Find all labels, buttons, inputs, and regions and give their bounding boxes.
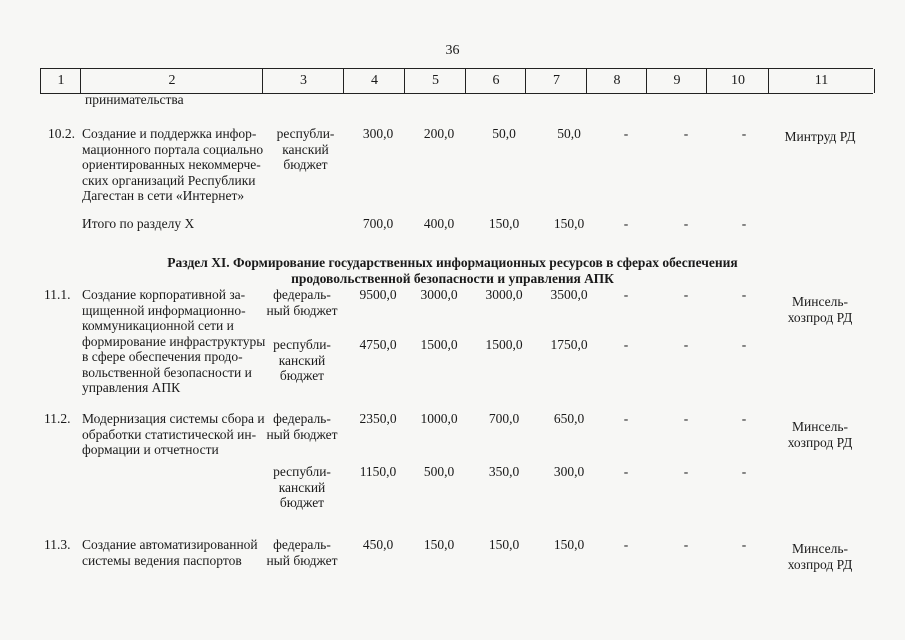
- column-header-3: 3: [262, 69, 344, 93]
- value-cell: 9500,0: [359, 287, 397, 302]
- row-number: 11.3.: [44, 537, 71, 552]
- executor: Минсель-: [792, 294, 848, 309]
- row-description: Модернизация системы сбора и: [82, 411, 265, 426]
- value-cell: 700,0: [488, 411, 520, 426]
- section-title: Раздел XI. Формирование государственных информационных ресурсов в сферах обеспечения: [167, 255, 738, 270]
- value-cell: 50,0: [557, 126, 581, 141]
- value-cell: 3500,0: [550, 287, 588, 302]
- value-cell: 1150,0: [359, 464, 397, 479]
- column-header-7: 7: [525, 69, 587, 93]
- row-description: Создание и поддержка инфор-: [82, 126, 257, 141]
- value-cell: -: [623, 216, 629, 231]
- column-header-4: 4: [343, 69, 405, 93]
- column-header-1: 1: [40, 69, 81, 93]
- value-cell: -: [741, 337, 747, 352]
- value-cell: -: [623, 411, 629, 426]
- column-header-9: 9: [646, 69, 707, 93]
- value-cell: 150,0: [488, 537, 520, 552]
- value-cell: 2350,0: [359, 411, 397, 426]
- row-description: обработки статистической ин-: [82, 426, 257, 442]
- executor: Минсель-: [792, 419, 848, 434]
- funding-source: республи-: [273, 464, 331, 479]
- value-cell: -: [623, 337, 629, 352]
- section-title: продовольственной безопасности и управления АПК: [291, 271, 614, 286]
- executor: хозпрод РД: [787, 556, 853, 572]
- row-description: щищенной информационно-: [82, 302, 246, 318]
- row-number: 11.2.: [44, 411, 71, 426]
- value-cell: -: [683, 537, 689, 552]
- value-cell: -: [683, 287, 689, 302]
- value-cell: -: [623, 287, 629, 302]
- value-cell: -: [683, 411, 689, 426]
- value-cell: 1750,0: [550, 337, 588, 352]
- row-description: Создание автоматизированной: [82, 537, 258, 552]
- row-description: формации и отчетности: [82, 442, 219, 457]
- value-cell: 150,0: [553, 216, 585, 231]
- value-cell: -: [683, 337, 689, 352]
- row-description: ских организаций Республики: [82, 172, 256, 188]
- value-cell: 400,0: [423, 216, 455, 231]
- value-cell: 350,0: [488, 464, 520, 479]
- value-cell: 1500,0: [420, 337, 458, 352]
- executor: хозпрод РД: [787, 309, 853, 325]
- carryover-text: принимательства: [85, 92, 184, 107]
- funding-source: федераль-: [273, 287, 331, 302]
- value-cell: 300,0: [553, 464, 585, 479]
- value-cell: -: [683, 216, 689, 231]
- value-cell: 650,0: [553, 411, 585, 426]
- funding-source: республи-: [273, 337, 331, 352]
- value-cell: 3000,0: [420, 287, 458, 302]
- value-cell: 1000,0: [420, 411, 458, 426]
- value-cell: 3000,0: [485, 287, 523, 302]
- funding-source: бюджет: [279, 368, 325, 383]
- funding-source: канский: [282, 141, 329, 157]
- value-cell: 150,0: [488, 216, 520, 231]
- value-cell: -: [623, 537, 629, 552]
- funding-source: бюджет: [283, 157, 328, 172]
- value-cell: -: [741, 216, 747, 231]
- value-cell: -: [741, 126, 747, 141]
- table-header-row: [40, 68, 873, 94]
- value-cell: -: [623, 126, 629, 141]
- row-description: в сфере обеспечения продо-: [82, 349, 243, 364]
- row-description: Создание корпоративной за-: [82, 287, 246, 302]
- funding-source: канский: [278, 479, 326, 495]
- row-description: коммуникационной сети и: [82, 318, 234, 333]
- funding-source: республи-: [276, 126, 335, 141]
- row-description: мационного портала социально: [82, 141, 264, 157]
- row-description: Дагестан в сети «Интернет»: [82, 188, 245, 203]
- column-header-10: 10: [706, 69, 769, 93]
- row-number: 10.2.: [48, 126, 75, 141]
- row-number: 11.1.: [44, 287, 71, 302]
- funding-source: федераль-: [273, 537, 331, 552]
- row-description: системы ведения паспортов: [82, 552, 242, 568]
- column-header-5: 5: [404, 69, 466, 93]
- row-description: вольственной безопасности и: [82, 364, 252, 380]
- value-cell: 150,0: [423, 537, 455, 552]
- executor: Минсель-: [792, 541, 848, 556]
- value-cell: 200,0: [423, 126, 455, 141]
- page-number: 36: [445, 43, 460, 58]
- funding-source: ный бюджет: [266, 302, 338, 318]
- value-cell: -: [623, 464, 629, 479]
- value-cell: 300,0: [362, 126, 394, 141]
- value-cell: 150,0: [553, 537, 585, 552]
- funding-source: ный бюджет: [266, 552, 338, 568]
- value-cell: -: [683, 126, 689, 141]
- value-cell: -: [741, 411, 747, 426]
- row-description: формирование инфраструктуры: [82, 333, 266, 349]
- funding-source: ный бюджет: [266, 426, 338, 442]
- value-cell: 500,0: [423, 464, 455, 479]
- value-cell: -: [683, 464, 689, 479]
- funding-source: федераль-: [273, 411, 331, 426]
- funding-source: канский: [278, 352, 326, 368]
- value-cell: -: [741, 537, 747, 552]
- value-cell: 700,0: [362, 216, 394, 231]
- value-cell: -: [741, 287, 747, 302]
- value-cell: 50,0: [492, 126, 516, 141]
- value-cell: 450,0: [362, 537, 394, 552]
- column-header-2: 2: [80, 69, 263, 93]
- value-cell: 4750,0: [359, 337, 397, 352]
- value-cell: -: [741, 464, 747, 479]
- row-description: управления АПК: [82, 380, 181, 395]
- section-total-label: Итого по разделу X: [82, 216, 195, 231]
- row-description: ориентированных некоммерче-: [82, 157, 261, 172]
- funding-source: бюджет: [279, 495, 325, 510]
- value-cell: 1500,0: [485, 337, 523, 352]
- column-header-6: 6: [465, 69, 526, 93]
- executor: Минтруд РД: [784, 129, 856, 144]
- executor: хозпрод РД: [787, 434, 853, 450]
- column-header-8: 8: [586, 69, 647, 93]
- column-header-11: 11: [768, 69, 875, 93]
